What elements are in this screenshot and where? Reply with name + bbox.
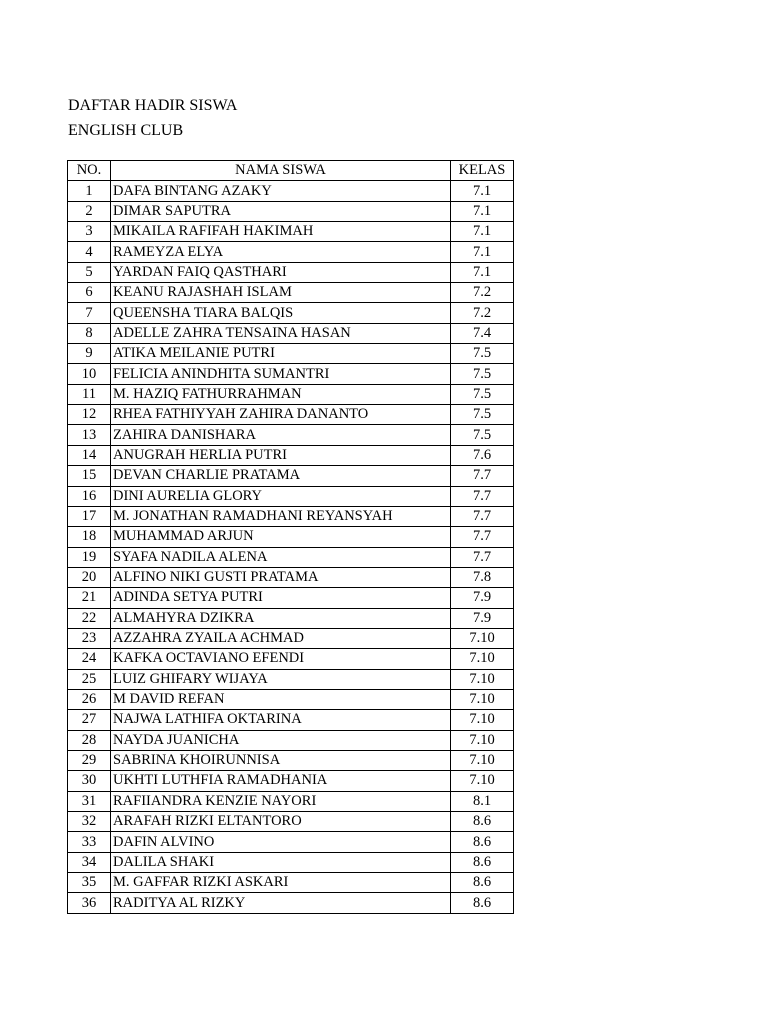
student-name: UKHTI LUTHFIA RAMADHANIA: [111, 771, 451, 791]
table-row: [68, 527, 514, 547]
student-name: DAFIN ALVINO: [111, 832, 451, 852]
student-class: 7.7: [451, 506, 514, 526]
row-number: 7: [68, 303, 111, 323]
student-class: 8.6: [451, 893, 514, 913]
row-number: 22: [68, 608, 111, 628]
table-row: [68, 181, 514, 201]
student-class: 7.7: [451, 466, 514, 486]
table-row: [68, 384, 514, 404]
row-number: 31: [68, 791, 111, 811]
student-name: M. JONATHAN RAMADHANI REYANSYAH: [111, 506, 451, 526]
row-number: 12: [68, 405, 111, 425]
table-header: [68, 161, 514, 181]
table-row: [68, 303, 514, 323]
student-class: 7.5: [451, 425, 514, 445]
student-name: DAFA BINTANG AZAKY: [111, 181, 451, 201]
table-row: [68, 567, 514, 587]
document-subtitle: ENGLISH CLUB: [68, 122, 184, 139]
student-name: SYAFA NADILA ALENA: [111, 547, 451, 567]
table-row: [68, 242, 514, 262]
table-row: [68, 750, 514, 770]
header-name: NAMA SISWA: [111, 161, 451, 181]
table-row: [68, 323, 514, 343]
student-name: M. HAZIQ FATHURRAHMAN: [111, 384, 451, 404]
student-name: RAMEYZA ELYA: [111, 242, 451, 262]
student-class: 7.1: [451, 222, 514, 242]
student-name: M DAVID REFAN: [111, 689, 451, 709]
row-number: 11: [68, 384, 111, 404]
row-number: 4: [68, 242, 111, 262]
table-row: [68, 201, 514, 221]
row-number: 2: [68, 201, 111, 221]
row-number: 17: [68, 506, 111, 526]
student-name: ADINDA SETYA PUTRI: [111, 588, 451, 608]
table-row: [68, 506, 514, 526]
row-number: 33: [68, 832, 111, 852]
row-number: 15: [68, 466, 111, 486]
table-row: [68, 628, 514, 648]
student-name: ADELLE ZAHRA TENSAINA HASAN: [111, 323, 451, 343]
student-name: ANUGRAH HERLIA PUTRI: [111, 445, 451, 465]
table-body: [68, 181, 514, 913]
student-name: SABRINA KHOIRUNNISA: [111, 750, 451, 770]
table-row: [68, 262, 514, 282]
student-class: 7.10: [451, 689, 514, 709]
student-name: ARAFAH RIZKI ELTANTORO: [111, 812, 451, 832]
row-number: 20: [68, 567, 111, 587]
header-kelas: KELAS: [451, 161, 514, 181]
row-number: 35: [68, 873, 111, 893]
row-number: 28: [68, 730, 111, 750]
table-row: [68, 832, 514, 852]
student-name: RADITYA AL RIZKY: [111, 893, 451, 913]
row-number: 1: [68, 181, 111, 201]
student-name: AZZAHRA ZYAILA ACHMAD: [111, 628, 451, 648]
row-number: 27: [68, 710, 111, 730]
student-class: 7.1: [451, 242, 514, 262]
row-number: 18: [68, 527, 111, 547]
row-number: 34: [68, 852, 111, 872]
student-name: DIMAR SAPUTRA: [111, 201, 451, 221]
table-row: [68, 771, 514, 791]
table-row: [68, 608, 514, 628]
table-row: [68, 852, 514, 872]
student-class: 7.6: [451, 445, 514, 465]
row-number: 3: [68, 222, 111, 242]
table-row: [68, 812, 514, 832]
student-name: NAJWA LATHIFA OKTARINA: [111, 710, 451, 730]
row-number: 14: [68, 445, 111, 465]
row-number: 24: [68, 649, 111, 669]
student-class: 7.1: [451, 201, 514, 221]
table-row: [68, 730, 514, 750]
table-row: [68, 283, 514, 303]
student-name: KAFKA OCTAVIANO EFENDI: [111, 649, 451, 669]
table-row: [68, 547, 514, 567]
student-class: 8.1: [451, 791, 514, 811]
student-class: 7.2: [451, 283, 514, 303]
student-name: ALFINO NIKI GUSTI PRATAMA: [111, 567, 451, 587]
student-class: 7.2: [451, 303, 514, 323]
student-name: DEVAN CHARLIE PRATAMA: [111, 466, 451, 486]
document-header: [68, 93, 237, 143]
row-number: 21: [68, 588, 111, 608]
student-name: RHEA FATHIYYAH ZAHIRA DANANTO: [111, 405, 451, 425]
student-name: M. GAFFAR RIZKI ASKARI: [111, 873, 451, 893]
row-number: 32: [68, 812, 111, 832]
header-row: [68, 161, 514, 181]
student-name: ALMAHYRA DZIKRA: [111, 608, 451, 628]
row-number: 8: [68, 323, 111, 343]
row-number: 16: [68, 486, 111, 506]
student-name: NAYDA JUANICHA: [111, 730, 451, 750]
student-name: DINI AURELIA GLORY: [111, 486, 451, 506]
row-number: 23: [68, 628, 111, 648]
student-class: 8.6: [451, 873, 514, 893]
table-row: [68, 445, 514, 465]
row-number: 25: [68, 669, 111, 689]
student-class: 7.10: [451, 649, 514, 669]
student-class: 7.10: [451, 628, 514, 648]
table-row: [68, 588, 514, 608]
table-row: [68, 689, 514, 709]
table-row: [68, 222, 514, 242]
table-row: [68, 405, 514, 425]
student-name: LUIZ GHIFARY WIJAYA: [111, 669, 451, 689]
student-class: 7.5: [451, 344, 514, 364]
student-class: 7.5: [451, 405, 514, 425]
student-class: 8.6: [451, 832, 514, 852]
row-number: 29: [68, 750, 111, 770]
student-class: 7.5: [451, 364, 514, 384]
student-class: 7.4: [451, 323, 514, 343]
student-class: 7.10: [451, 710, 514, 730]
table-row: [68, 466, 514, 486]
table-row: [68, 791, 514, 811]
row-number: 13: [68, 425, 111, 445]
student-class: 7.10: [451, 750, 514, 770]
table-row: [68, 344, 514, 364]
table-row: [68, 649, 514, 669]
document-title: DAFTAR HADIR SISWA: [68, 97, 238, 114]
student-class: 7.7: [451, 486, 514, 506]
student-name: RAFIIANDRA KENZIE NAYORI: [111, 791, 451, 811]
table-row: [68, 893, 514, 913]
student-class: 8.6: [451, 852, 514, 872]
table-row: [68, 873, 514, 893]
student-name: FELICIA ANINDHITA SUMANTRI: [111, 364, 451, 384]
student-name: ZAHIRA DANISHARA: [111, 425, 451, 445]
student-class: 7.7: [451, 547, 514, 567]
table-row: [68, 425, 514, 445]
student-class: 7.7: [451, 527, 514, 547]
row-number: 19: [68, 547, 111, 567]
student-class: 7.9: [451, 588, 514, 608]
header-no: NO.: [68, 161, 111, 181]
table-row: [68, 364, 514, 384]
student-class: 7.5: [451, 384, 514, 404]
table-row: [68, 669, 514, 689]
table-row: [68, 486, 514, 506]
student-name: ATIKA MEILANIE PUTRI: [111, 344, 451, 364]
student-class: 7.9: [451, 608, 514, 628]
student-class: 7.10: [451, 730, 514, 750]
student-class: 7.1: [451, 262, 514, 282]
row-number: 5: [68, 262, 111, 282]
attendance-table: [67, 160, 514, 914]
table-row: [68, 710, 514, 730]
student-name: DALILA SHAKI: [111, 852, 451, 872]
row-number: 30: [68, 771, 111, 791]
student-class: 7.10: [451, 771, 514, 791]
student-class: 7.1: [451, 181, 514, 201]
student-name: MUHAMMAD ARJUN: [111, 527, 451, 547]
student-class: 8.6: [451, 812, 514, 832]
student-class: 7.8: [451, 567, 514, 587]
student-name: KEANU RAJASHAH ISLAM: [111, 283, 451, 303]
row-number: 36: [68, 893, 111, 913]
row-number: 26: [68, 689, 111, 709]
row-number: 9: [68, 344, 111, 364]
row-number: 10: [68, 364, 111, 384]
student-name: QUEENSHA TIARA BALQIS: [111, 303, 451, 323]
student-class: 7.10: [451, 669, 514, 689]
row-number: 6: [68, 283, 111, 303]
student-name: MIKAILA RAFIFAH HAKIMAH: [111, 222, 451, 242]
student-name: YARDAN FAIQ QASTHARI: [111, 262, 451, 282]
